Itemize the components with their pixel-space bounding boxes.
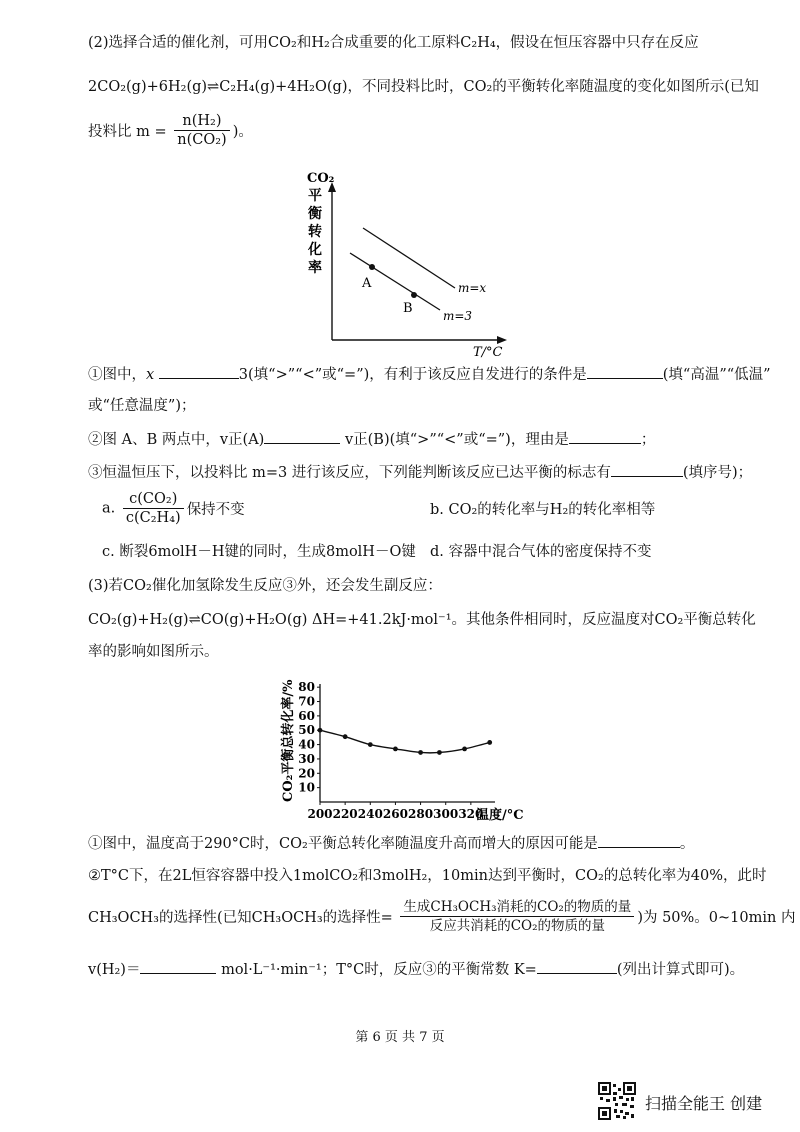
q3-s2-line3 xyxy=(88,958,744,980)
ratio-fraction xyxy=(174,112,229,149)
data-point xyxy=(368,742,373,747)
y-tick-label: 40 xyxy=(298,737,315,752)
q3-s2-text-b: )为 50%。0~10min 内 xyxy=(637,910,796,926)
q3-line3: 率的影响如图所示。 xyxy=(88,644,219,660)
answer-blank[interactable] xyxy=(537,958,617,974)
fig1-ylabel-char: 化 xyxy=(308,242,322,258)
x-tick-label: 280 xyxy=(408,807,434,821)
fig1-point-b xyxy=(411,292,417,298)
data-point xyxy=(418,750,423,755)
q2-s2-line xyxy=(88,428,655,450)
q3-line1: (3)若CO₂催化加氢除发生反应③外，还会发生副反应： xyxy=(88,578,442,594)
y-tick-label: 70 xyxy=(298,694,315,709)
q3-s2-text-a: CH₃OCH₃的选择性(已知CH₃OCH₃的选择性= xyxy=(88,910,393,926)
x-tick-label: 300 xyxy=(433,807,459,821)
q2-s3-line xyxy=(88,461,752,483)
q3-s2-text-c: mol·L⁻¹·min⁻¹；T°C时，反应③的平衡常数 K= xyxy=(221,962,537,978)
q3-s1-text: ①图中，温度高于290°C时，CO₂平衡总转化率随温度升高而增大的原因可能是 xyxy=(88,836,598,852)
q2-s3-text: ③恒温恒压下，以投料比 m=3 进行该反应，下列能判断该反应已达平衡的标志有 xyxy=(88,465,611,481)
fig1-point-a xyxy=(369,264,375,270)
answer-blank[interactable] xyxy=(140,958,216,974)
fig1-ylabel-char: 衡 xyxy=(308,206,322,222)
q3-line2: CO₂(g)+H₂(g)⇌CO(g)+H₂O(g) ΔH=+41.2kJ·mol⁻¹。其他条件相同时，反应温度对CO₂平衡总转化 xyxy=(88,612,756,628)
figure-2-chart xyxy=(270,672,524,830)
q2-s3-end: (填序号)； xyxy=(682,465,753,481)
q2-ratio-line xyxy=(88,112,253,149)
q3-s2-vh2: v(H₂)＝ xyxy=(88,962,141,978)
y-tick-label: 20 xyxy=(298,766,315,781)
q2-s1-text-a: ①图中， xyxy=(88,367,146,383)
chart-xlabel: 温度/°C xyxy=(476,808,524,823)
fig1-line-upper xyxy=(363,228,455,288)
fig1-label-lower: m=3 xyxy=(443,309,473,323)
answer-blank[interactable] xyxy=(159,363,239,379)
q2-s1-var-x: x xyxy=(146,367,155,383)
y-tick-label: 50 xyxy=(298,723,315,738)
fig1-x-arrow xyxy=(497,336,507,344)
selectivity-fraction xyxy=(400,898,634,935)
option-a-fraction xyxy=(123,490,184,527)
data-point xyxy=(318,728,323,733)
option-a-text: 保持不变 xyxy=(186,502,245,518)
q2-s2-text-c: ； xyxy=(640,432,656,448)
q2-line2-rest: ，不同投料比时，CO₂的平衡转化率随温度的变化如图所示(已知 xyxy=(347,79,759,95)
page-number: 第 6 页 共 7 页 xyxy=(355,1030,445,1045)
q3-s2-text-d: (列出计算式即可)。 xyxy=(616,962,745,978)
data-point xyxy=(462,746,467,751)
chart-ylabel: CO₂平衡总转化率/% xyxy=(281,679,296,802)
q2-s1-line1 xyxy=(88,363,771,385)
y-tick-label: 80 xyxy=(298,680,315,695)
q2-line2 xyxy=(88,77,759,97)
q3-s1-line xyxy=(88,832,694,854)
ratio-denominator: n(CO₂) xyxy=(177,132,227,148)
answer-blank[interactable] xyxy=(569,428,641,444)
ratio-prefix: 投料比 m = xyxy=(88,124,167,140)
q2-s1-line2: 或“任意温度”)； xyxy=(88,398,196,414)
q3-s2-line1: ②T°C下，在2L恒容容器中投入1molCO₂和3molH₂，10min达到平衡时，CO₂的总转化率为40%，此时 xyxy=(88,868,767,884)
y-tick-label: 60 xyxy=(298,708,315,723)
answer-blank[interactable] xyxy=(598,832,680,848)
x-tick-label: 220 xyxy=(332,807,358,821)
x-tick-label: 200 xyxy=(307,807,333,821)
ratio-numerator: n(H₂) xyxy=(174,112,229,131)
data-point xyxy=(343,734,348,739)
fig1-xlabel: T/°C xyxy=(473,345,503,360)
selectivity-numerator: 生成CH₃OCH₃消耗的CO₂的物质的量 xyxy=(400,898,634,917)
q2-s2-text-b: v正(B)(填“>”“<”或“=”)，理由是 xyxy=(344,432,569,448)
option-a-denominator: c(C₂H₄) xyxy=(125,510,181,526)
x-tick-label: 240 xyxy=(357,807,383,821)
y-tick-label: 10 xyxy=(298,780,315,795)
data-point xyxy=(487,740,492,745)
x-tick-label: 320 xyxy=(458,807,484,821)
qr-code-icon xyxy=(598,1082,636,1120)
q2-line1: (2)选择合适的催化剂，可用CO₂和H₂合成重要的化工原料C₂H₄，假设在恒压容器中只存在反应 xyxy=(88,35,699,51)
data-point xyxy=(393,746,398,751)
fig1-ylabel-char: 率 xyxy=(308,260,322,276)
figure-1 xyxy=(295,160,525,365)
answer-blank[interactable] xyxy=(264,428,340,444)
option-b: b. CO₂的转化率与H₂的转化率相等 xyxy=(430,502,656,518)
option-a-label: a. xyxy=(102,500,116,517)
fig1-ylabel-char: 平 xyxy=(308,188,322,204)
fig1-label-upper: m=x xyxy=(458,281,487,295)
q3-s2-line2 xyxy=(88,898,795,935)
x-tick-label: 260 xyxy=(382,807,408,821)
selectivity-denominator: 反应共消耗的CO₂的物质的量 xyxy=(429,918,606,934)
option-a-numerator: c(CO₂) xyxy=(123,490,184,509)
fig1-ylabel-top: CO₂ xyxy=(307,171,335,186)
data-point xyxy=(437,750,442,755)
fig1-label-b: B xyxy=(403,301,413,316)
q3-s1-end: 。 xyxy=(679,836,695,852)
scanner-brand: 扫描全能王 创建 xyxy=(645,1094,763,1113)
option-d: d. 容器中混合气体的密度保持不变 xyxy=(430,544,652,560)
option-c: c. 断裂6molH－H键的同时，生成8molH－O键 xyxy=(102,544,416,560)
answer-blank[interactable] xyxy=(587,363,663,379)
answer-blank[interactable] xyxy=(611,461,683,477)
q2-s2-text-a: ②图 A、B 两点中，v正(A) xyxy=(88,432,265,448)
q2-s1-text-b: 3(填“>”“<”或“=”)，有利于该反应自发进行的条件是 xyxy=(238,367,587,383)
option-a xyxy=(102,490,245,527)
ratio-suffix: )。 xyxy=(232,124,253,140)
q2-equation: 2CO₂(g)+6H₂(g)⇌C₂H₄(g)+4H₂O(g) xyxy=(88,79,348,95)
y-tick-label: 30 xyxy=(298,751,315,766)
fig1-ylabel-char: 转 xyxy=(308,224,322,240)
q2-s1-text-c: (填“高温”“低温” xyxy=(662,367,771,383)
fig1-label-a: A xyxy=(362,276,372,291)
